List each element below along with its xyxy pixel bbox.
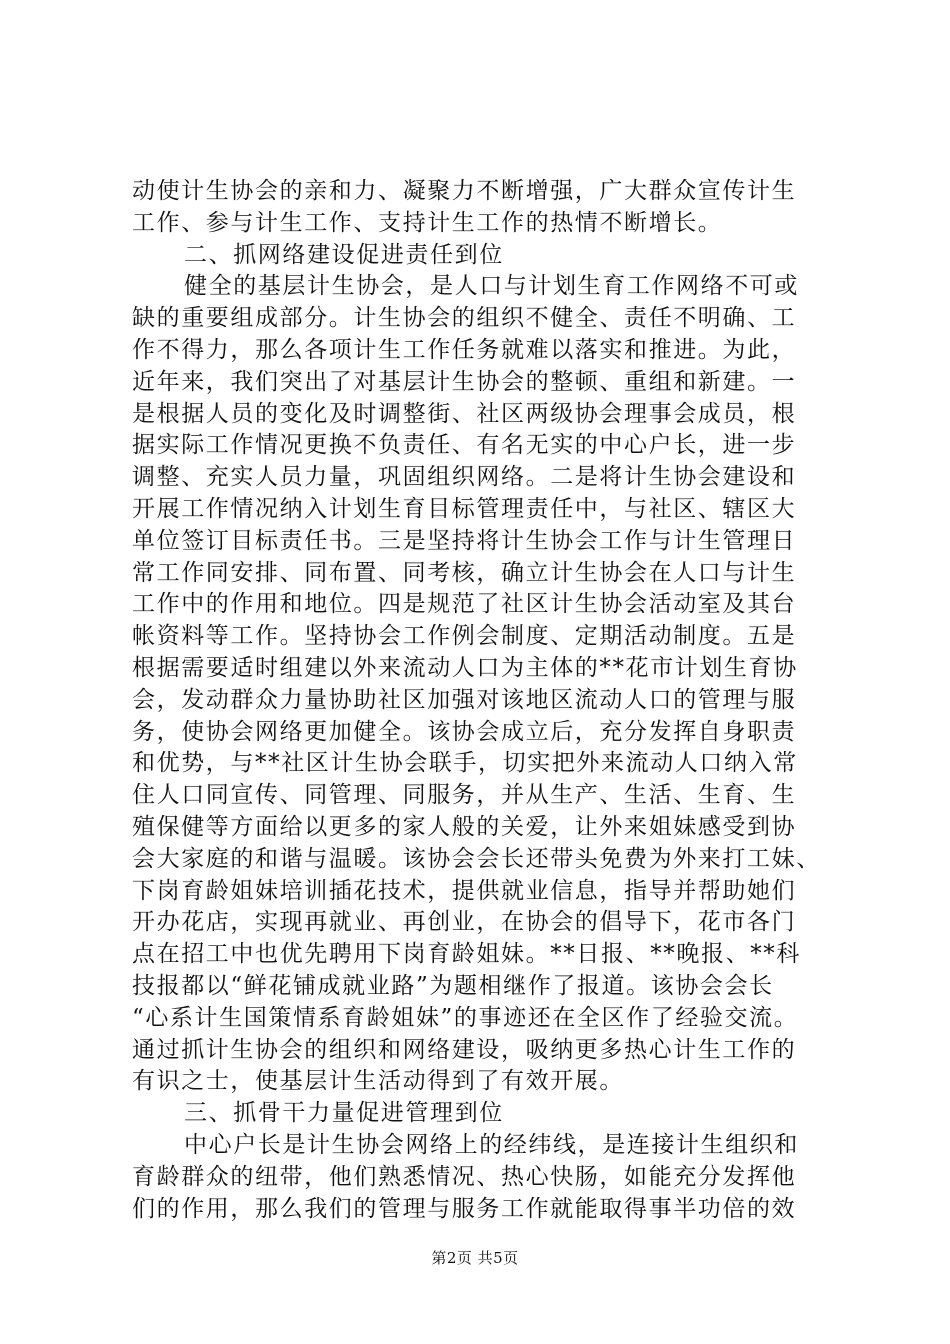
text-line: 根据需要适时组建以外来流动人口为主体的**花市计划生育协 — [132, 654, 798, 681]
text-line: 近年来，我们突出了对基层计生协会的整顿、重组和新建。一 — [132, 368, 797, 395]
text-line: “心系计生国策情系育龄姐妹”的事迹还在全区作了经验交流。 — [132, 1004, 799, 1031]
text-line: 动使计生协会的亲和力、凝聚力不断增强，广大群众宣传计生 — [132, 178, 797, 204]
text-line: 开办花店，实现再就业、再创业，在协会的倡导下，花市各门 — [132, 909, 797, 936]
text-line: 常工作同安排、同布置、同考核，确立计生协会在人口与计生 — [132, 559, 797, 586]
text-line: 殖保健等方面给以更多的家人般的关爱，让外来姐妹感受到协 — [132, 813, 797, 840]
text-line: 调整、充实人员力量，巩固组织网络。二是将计生协会建设和 — [132, 464, 797, 491]
text-line: 点在招工中也优先聘用下岗育龄姐妹。**日报、**晚报、**科 — [132, 941, 801, 968]
text-line: 据实际工作情况更换不负责任、有名无实的中心户长，进一步 — [132, 432, 797, 459]
text-line: 工作、参与计生工作、支持计生工作的热情不断增长。 — [132, 209, 723, 236]
text-line: 技报都以“鲜花铺成就业路”为题相继作了报道。该协会会长 — [132, 972, 774, 999]
page-footer: 第2页 共5页 — [431, 1249, 519, 1267]
text-line: 缺的重要组成部分。计生协会的组织不健全、责任不明确、工 — [132, 305, 797, 332]
text-line: 通过抓计生协会的组织和网络建设，吸纳更多热心计生工作的 — [132, 1036, 797, 1063]
text-line: 工作中的作用和地位。四是规范了社区计生协会活动室及其台 — [132, 591, 797, 618]
text-line: 会，发动群众力量协助社区加强对该地区流动人口的管理与服 — [132, 686, 797, 713]
text-line: 中心户长是计生协会网络上的经纬线，是连接计生组织和 — [184, 1131, 799, 1158]
text-line: 下岗育龄姐妹培训插花技术，提供就业信息，指导并帮助她们 — [132, 877, 797, 904]
text-line: 二、抓网络建设促进责任到位 — [184, 241, 504, 268]
text-line: 和优势，与**社区计生协会联手，切实把外来流动人口纳入常 — [132, 750, 798, 777]
document-body — [132, 176, 832, 1225]
text-line: 育龄群众的纽带，他们熟悉情况、热心快肠，如能充分发挥他 — [132, 1163, 797, 1190]
text-line: 开展工作情况纳入计划生育目标管理责任中，与社区、辖区大 — [132, 495, 797, 522]
text-line: 务，使协会网络更加健全。该协会成立后，充分发挥自身职责 — [132, 718, 797, 745]
text-line: 们的作用，那么我们的管理与服务工作就能取得事半功倍的效 — [132, 1195, 797, 1222]
text-line: 三、抓骨干力量促进管理到位 — [184, 1100, 504, 1127]
text-line: 会大家庭的和谐与温暖。该协会会长还带头免费为外来打工妹、 — [132, 845, 821, 872]
text-line: 单位签订目标责任书。三是坚持将计生协会工作与计生管理日 — [132, 527, 797, 554]
text-line: 健全的基层计生协会，是人口与计划生育工作网络不可或 — [184, 273, 799, 300]
text-line: 帐资料等工作。坚持协会工作例会制度、定期活动制度。五是 — [132, 623, 797, 650]
text-line: 住人口同宣传、同管理、同服务，并从生产、生活、生育、生 — [132, 782, 797, 809]
text-line: 作不得力，那么各项计生工作任务就难以落实和推进。为此， — [132, 336, 797, 363]
text-line: 是根据人员的变化及时调整街、社区两级协会理事会成员，根 — [132, 400, 797, 427]
text-line: 有识之士，使基层计生活动得到了有效开展。 — [132, 1068, 624, 1095]
